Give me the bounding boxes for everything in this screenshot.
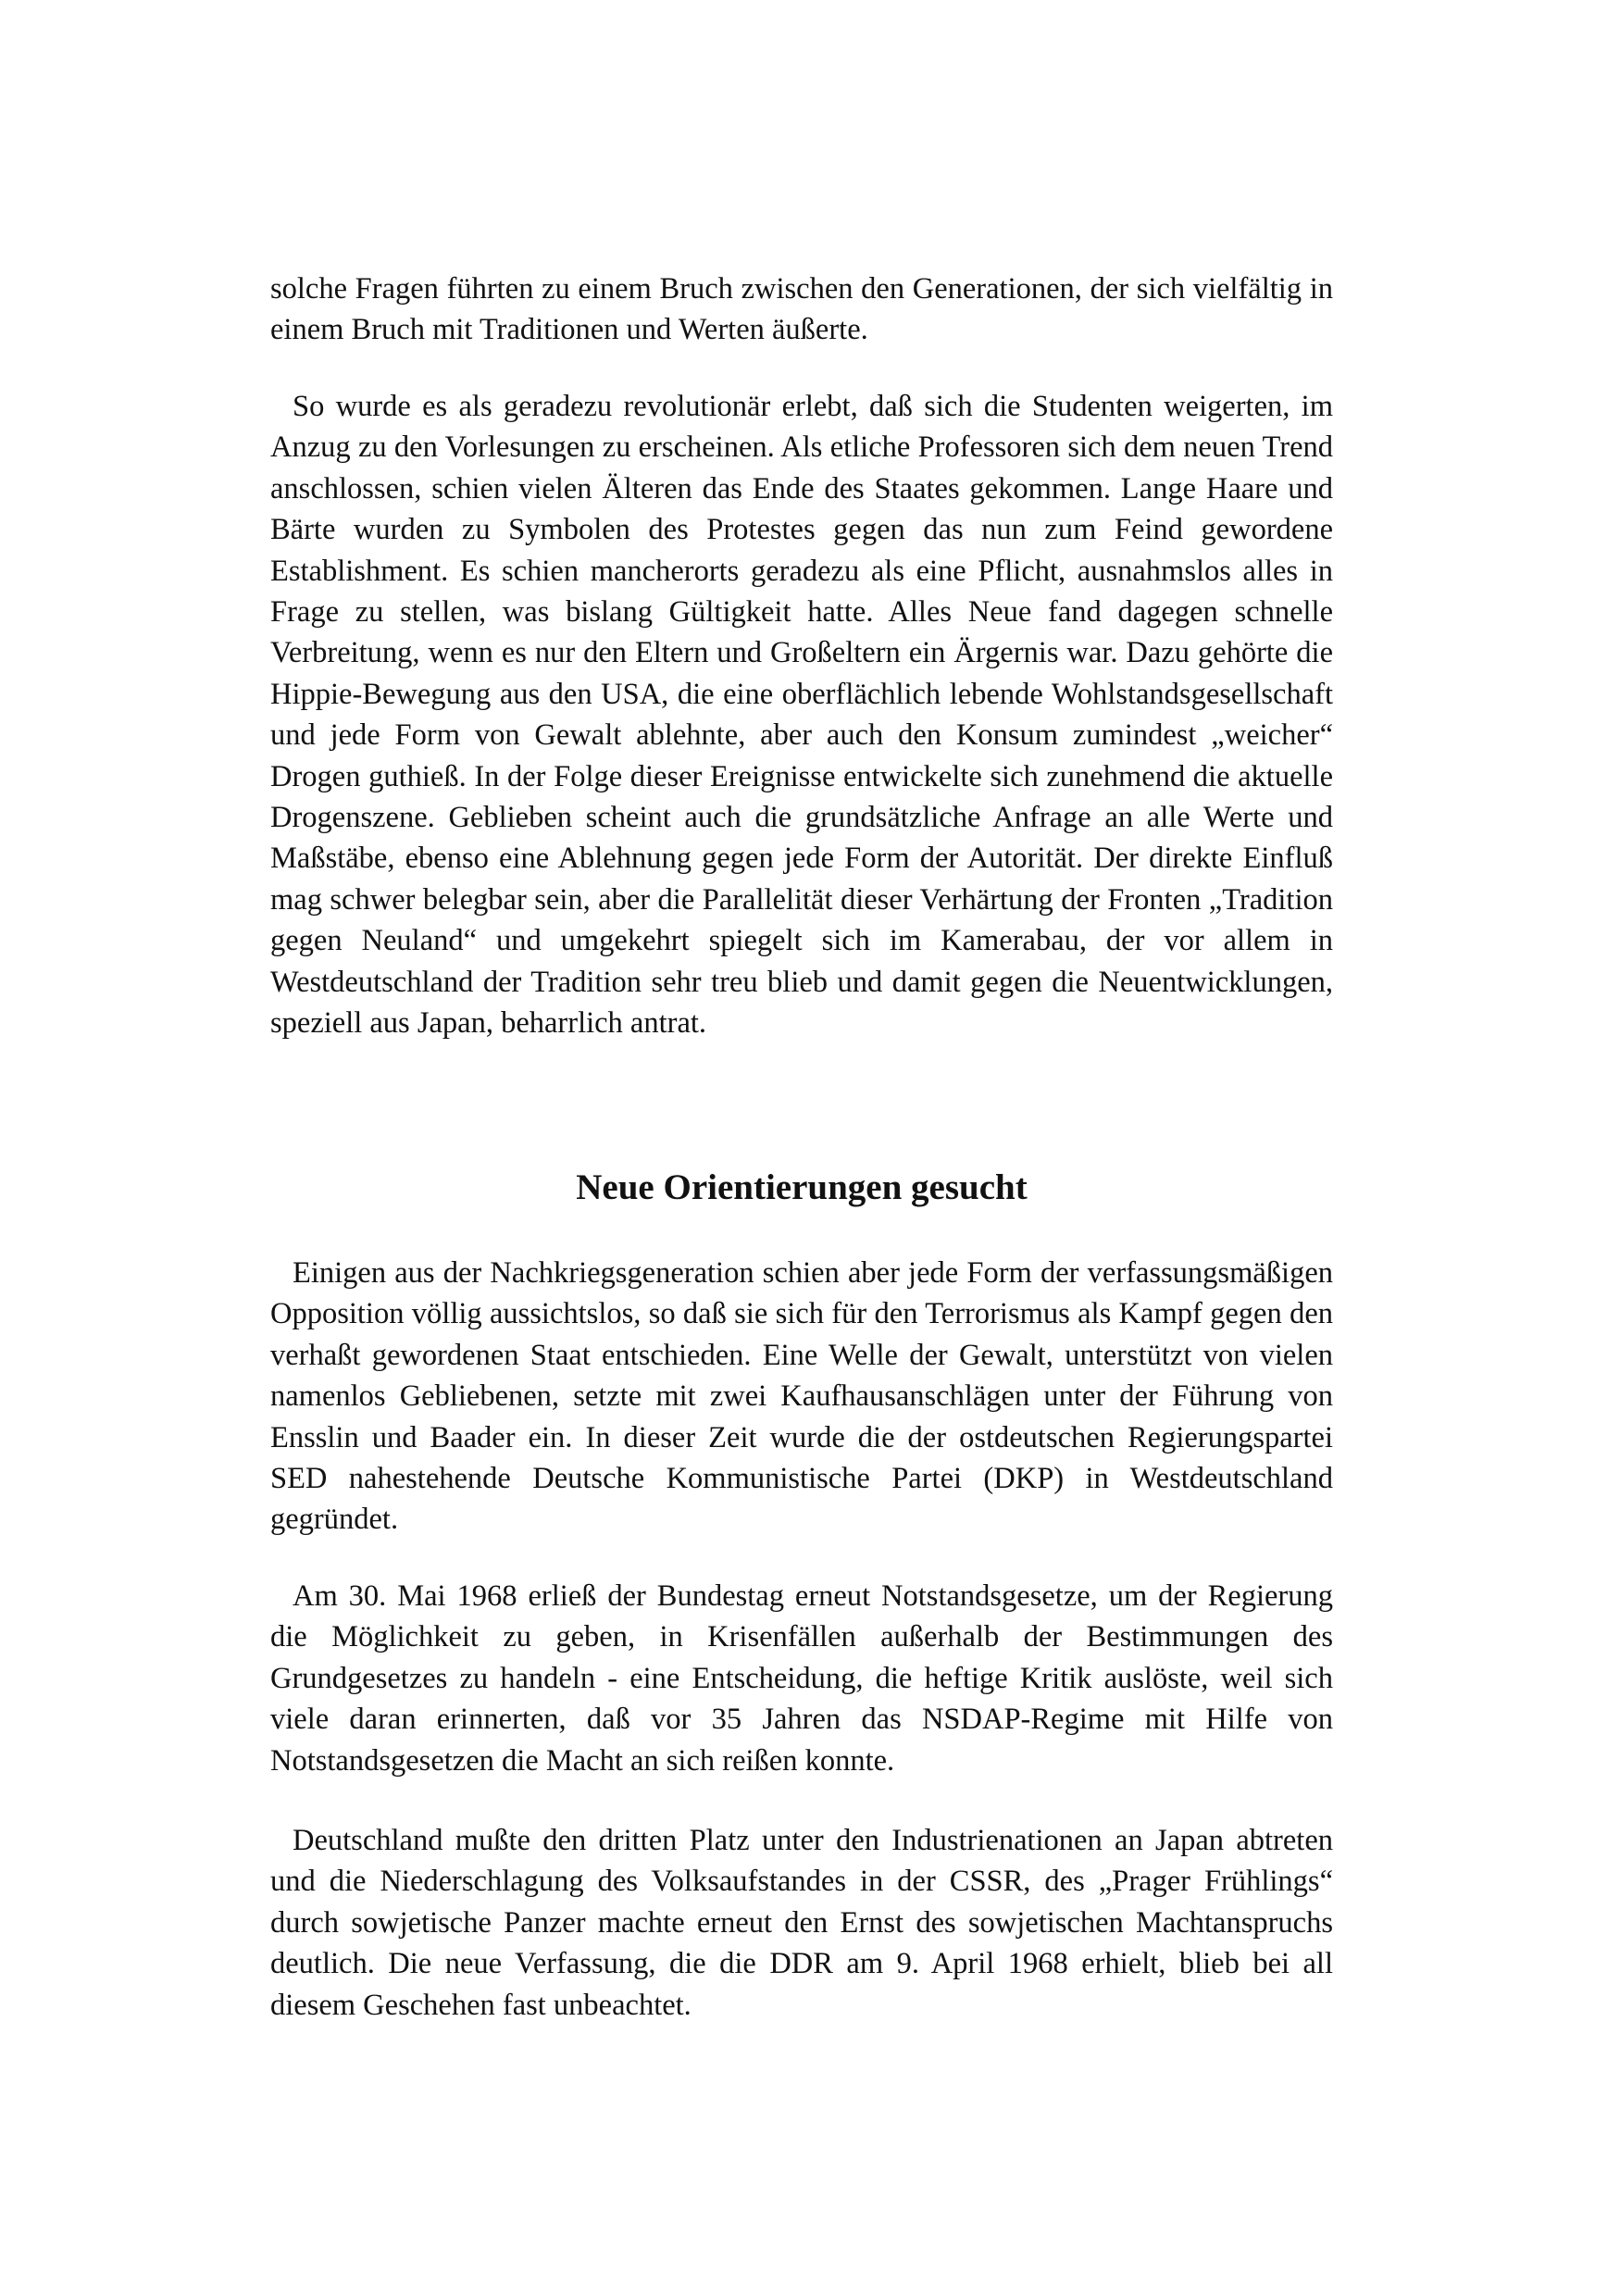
paragraph-emergency-laws: Am 30. Mai 1968 erließ der Bundestag erneut Notstandsgesetze, um der Regierung die Möglichkeit zu geben, in Krisenfällen außerhalb der Bestimmungen des Grundgesetzes zu handeln - eine Entscheidung, die heftige Kritik auslöste, weil sich viele daran erinnerten, daß vor 35 Jahren das NSDAP-Regime mit Hilfe von Notstandsgesetzen die Macht an sich reißen konnte. (270, 1579, 1333, 1778)
paragraph-generational-break: solche Fragen führten zu einem Bruch zwischen den Generationen, der sich vielfältig in einem Bruch mit Traditionen und Werten äußerte. (270, 272, 1333, 347)
section-heading: Neue Orientierungen gesucht (576, 1167, 1028, 1207)
paragraph-student-protest: So wurde es als geradezu revolutionär erlebt, daß sich die Studenten weigerten, im Anzug zu den Vorlesungen zu erscheinen. Als etliche Professoren sich dem neuen Trend anschlossen, schien vielen Älteren das Ende des Staates gekommen. Lange Haare und Bärte wurden zu Symbolen des Protestes gegen das nun zum Feind gewordene Establishment. Es schien mancherorts geradezu als eine Pflicht, ausnahmslos alles in Frage zu stellen, was bislang Gültigkeit hatte. Alles Neue fand dagegen schnelle Verbreitung, wenn es nur den Eltern und Großeltern ein Ärgernis war. Dazu gehörte die Hippie-Bewegung aus den USA, die eine oberflächlich lebende Wohlstandsgesellschaft und jede Form von Gewalt ablehnte, aber auch den Konsum zumindest „weicher“ Drogen guthieß. In der Folge dieser Ereignisse entwickelte sich zunehmend die aktuelle Drogenszene. Geblieben scheint auch die grundsätzliche Anfrage an alle Werte und Maßstäbe, ebenso eine Ablehnung gegen jede Form der Autorität. Der direkte Einfluß mag schwer belegbar sein, aber die Parallelität dieser Verhärtung der Fronten „Tradition gegen Neuland“ und umgekehrt spiegelt sich im Kamerabau, der vor allem in Westdeutschland der Tradition sehr treu blieb und damit gegen die Neuentwicklungen, speziell aus Japan, beharrlich antrat. (270, 390, 1333, 1041)
paragraph-terrorism: Einigen aus der Nachkriegsgeneration schien aber jede Form der verfassungsmäßigen Opposition völlig aussichtslos, so daß sie sich für den Terrorismus als Kampf gegen den verhaßt gewordenen Staat entschieden. Eine Welle der Gewalt, unterstützt von vielen namenlos Gebliebenen, setzte mit zwei Kaufhausanschlägen unter der Führung von Ensslin und Baader ein. In dieser Zeit wurde die der ostdeutschen Regierungspartei SED nahestehende Deutsche Kommunistische Partei (DKP) in Westdeutschland gegründet. (270, 1256, 1333, 1537)
paragraph-industrial-rank: Deutschland mußte den dritten Platz unter den Industrienationen an Japan abtreten und die Niederschlagung des Volksaufstandes in der CSSR, des „Prager Frühlings“ durch sowjetische Panzer machte erneut den Ernst des sowjetischen Machtanspruchs deutlich. Die neue Verfassung, die die DDR am 9. April 1968 erhielt, blieb bei all diesem Geschehen fast unbeachtet. (270, 1824, 1333, 2022)
